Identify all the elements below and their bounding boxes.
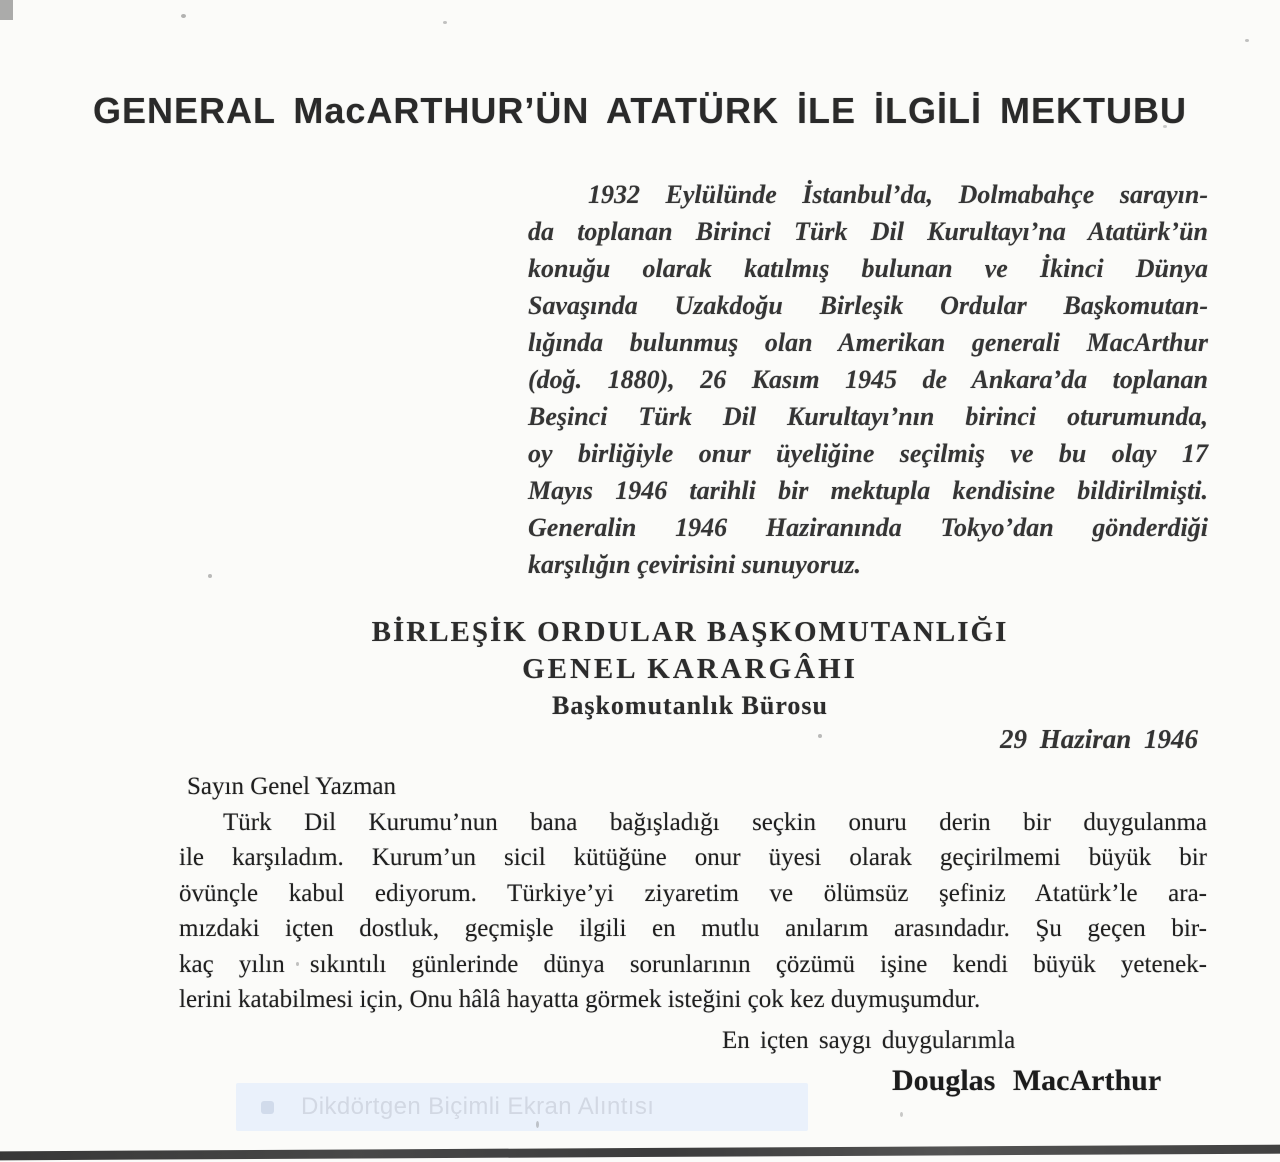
scan-speck: [208, 574, 212, 578]
body-line: övünçle kabul ediyorum. Türkiye’yi ziyaretim ve ölümsüz şefiniz Atatürk’le ara-: [179, 879, 1207, 907]
intro-line: Beşinci Türk Dil Kurultayı’nın birinci oturumunda,: [528, 402, 1208, 431]
scan-speck: [818, 734, 822, 738]
scan-speck: [443, 21, 447, 24]
letter-date: 29 Haziran 1946: [1000, 724, 1199, 754]
rectangle-snip-icon: [261, 1101, 274, 1114]
intro-line: Mayıs 1946 tarihli bir mektupla kendisine bildirilmişti.: [528, 476, 1208, 505]
intro-line: da toplanan Birinci Türk Dil Kurultayı’na Atatürk’ün: [528, 217, 1208, 246]
intro-line: konuğu olarak katılmış bulunan ve İkinci Dünya: [528, 254, 1208, 283]
scan-speck: [296, 962, 299, 966]
body-line: Türk Dil Kurumu’nun bana bağışladığı seçkin onuru derin bir duygulanma: [223, 808, 1207, 836]
intro-line: Savaşında Uzakdoğu Birleşik Ordular Başkomutan-: [528, 291, 1208, 320]
intro-paragraph: [528, 176, 1208, 583]
snip-mode-label: Dikdörtgen Biçimli Ekran Alıntısı: [301, 1093, 655, 1120]
intro-line: Generalin 1946 Haziranında Tokyo’dan gönderdiği: [528, 513, 1208, 542]
scan-speck: [536, 1121, 539, 1128]
letterhead-line-1: BİRLEŞİK ORDULAR BAŞKOMUTANLIĞI: [371, 616, 1009, 648]
letterhead: [340, 614, 1040, 724]
intro-line: karşılığın çevirisini sunuyoruz.: [528, 550, 862, 579]
body-line: ile karşıladım. Kurum’un sicil kütüğüne onur üyesi olarak geçirilmemi büyük bir: [179, 844, 1207, 871]
letter-closing: En içten saygı duygularımla: [722, 1027, 1016, 1054]
scan-speck: [1245, 39, 1249, 42]
scan-edge-line: [0, 1145, 1280, 1161]
intro-line: (doğ. 1880), 26 Kasım 1945 de Ankara’da toplanan: [528, 365, 1208, 394]
salutation: Sayın Genel Yazman: [187, 773, 396, 800]
scan-speck: [1163, 125, 1167, 128]
intro-line: lığında bulunmuş olan Amerikan generali MacArthur: [528, 328, 1208, 357]
signature: Douglas MacArthur: [892, 1064, 1162, 1097]
letterhead-line-2: GENEL KARARGÂHI: [522, 653, 858, 685]
letterhead-line-3: Başkomutanlık Bürosu: [551, 691, 828, 720]
body-line: lerini katabilmesi için, Onu hâlâ hayatta görmek isteğini çok kez duymuşumdur.: [179, 986, 981, 1013]
snip-mode-toast[interactable]: [236, 1083, 808, 1131]
body-line: mızdaki içten dostluk, geçmişle ilgili en mutlu anılarım arasındadır. Şu geçen bir-: [179, 915, 1207, 942]
scan-speck: [181, 14, 186, 18]
intro-line: 1932 Eylülünde İstanbul’da, Dolmabahçe sarayın-: [588, 180, 1208, 209]
letter-body: [179, 769, 1207, 1018]
scan-speck: [0, 0, 13, 20]
document-title: GENERAL MacARTHUR’ÜN ATATÜRK İLE İLGİLİ MEKTUBU: [93, 90, 1187, 131]
body-line: kaç yılın sıkıntılı günlerinde dünya sorunlarının çözümü işine kendi büyük yetenek-: [179, 950, 1207, 978]
intro-line: oy birliğiyle onur üyeliğine seçilmiş ve bu olay 17: [528, 439, 1208, 468]
scan-speck: [900, 1112, 903, 1117]
